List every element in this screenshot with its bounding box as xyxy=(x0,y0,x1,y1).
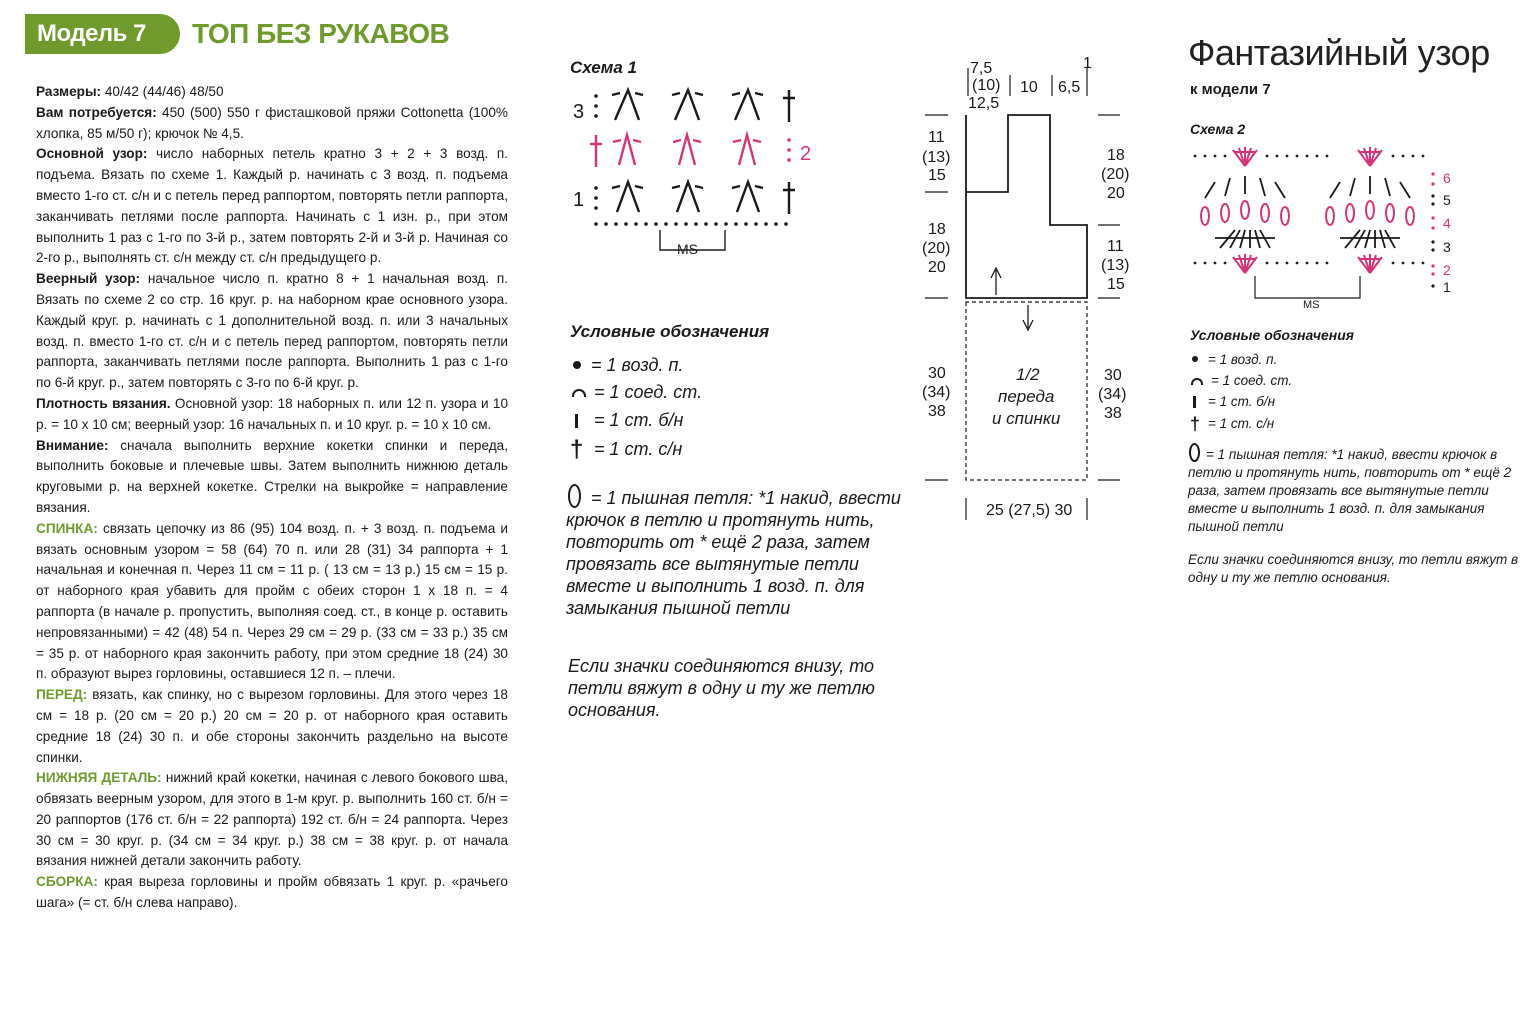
fancy-pattern-title: Фантазийный узор xyxy=(1188,32,1490,73)
dim-top-4: 10 xyxy=(1020,79,1038,96)
instruction-heading: Веерный узор: xyxy=(36,271,141,287)
puff-stitch-icon xyxy=(568,484,581,508)
dim-left-lower-3: 38 xyxy=(928,403,946,420)
double-crochet-icon: † xyxy=(570,436,584,464)
instruction-heading: Основной узор: xyxy=(36,146,148,162)
dim-left-upper-3: 15 xyxy=(928,167,946,184)
instruction-paragraph xyxy=(36,768,508,872)
legend1-title: Условные обозначения xyxy=(570,322,770,341)
scheme2-row-3: 3 xyxy=(1443,239,1451,255)
dim-left-lower-2: (34) xyxy=(922,384,951,401)
instruction-heading: СПИНКА: xyxy=(36,520,98,536)
instruction-paragraph xyxy=(36,685,508,768)
chain-stitch-icon xyxy=(1192,356,1198,362)
instruction-body: связать цепочку из 86 (95) 104 возд. п. + 3 возд. п. подъема и вязать основным узором = 58 (64) 70 п. или 28 (31) 34 раппорта + 1 начальная и конечная п. Через 11 см = 11 р. ( 13 см = 13 р.) 15 см = 15 р. от наборного края убавить для пройм с обеих сторон 1 х 18 п. = 4 раппорта (в начале р. пропустить, выполняя соед. ст., в конце р. оставить непровязанными) = 42 (48) 54 п. Через 29 см = 29 р. (33 см = 33 р.) 35 см = 35 р. от наборного края закончить работу, при этом средние 18 (24) 30 п. образуют вырез горловины, оставшиеся 12 п. – плечи. xyxy=(36,520,508,682)
scheme1-row-label-1: 1 xyxy=(573,189,585,211)
instruction-body: число наборных петель кратно 3 + 2 + 3 возд. п. подъема. Вязать по схеме 1. Каждый р. начинать с 3 возд. п. подъема вместо 1-го ст. с/н и с петель перед раппортом, повторять петли раппорта, заканчивать петлями после раппорта. Начинать с 1 изн. р., при этом выполнить 1 раз с 1-го по 3-й р., затем повторять 2-й и 3-й р. Начиная со 2-го р., выполнять ст. с/н между ст. с/н предыдущего р. xyxy=(36,146,508,266)
legend2-title: Условные обозначения xyxy=(1190,327,1355,343)
puff-stitch-icon xyxy=(1189,443,1200,462)
single-crochet-icon xyxy=(575,414,578,428)
dim-left-upper-2: (13) xyxy=(922,149,951,166)
dim-right-upper-1: 18 xyxy=(1107,147,1125,164)
scheme1-title: Схема 1 xyxy=(570,58,637,77)
scheme2-diagram xyxy=(1185,138,1475,313)
instruction-body: 450 (500) 550 г фисташковой пряжи Cottonetta (100% хлопка, 85 м/50 г); крючок № 4,5. xyxy=(36,104,508,141)
scheme2-clusters xyxy=(1205,176,1410,248)
scheme2-title: Схема 2 xyxy=(1190,121,1246,137)
legend1-note: Если значки соединяются внизу, то петли вяжут в одну и ту же петлю основания. xyxy=(568,656,875,720)
dim-top-3: 12,5 xyxy=(968,95,1000,112)
legend1-item-chain: = 1 возд. п. xyxy=(570,354,683,376)
scheme1-row-label-3: 3 xyxy=(573,101,585,123)
dim-right-upper-3: 20 xyxy=(1107,185,1125,202)
legend2-item-sc: = 1 ст. б/н xyxy=(1190,393,1275,411)
instruction-body: 40/42 (44/46) 48/50 xyxy=(101,84,224,99)
scheme1-diagram xyxy=(565,80,825,270)
model-badge: Модель 7 xyxy=(25,14,180,54)
instructions-text xyxy=(36,82,508,914)
page-title: ТОП БЕЗ РУКАВОВ xyxy=(192,18,450,49)
legend2-item-dc: † = 1 ст. с/н xyxy=(1190,414,1275,435)
dim-right-mid-2: (13) xyxy=(1101,257,1130,274)
scheme2-row-1: 1 xyxy=(1443,279,1451,295)
scheme2-repeat-label: MS xyxy=(1303,299,1320,311)
instruction-paragraph xyxy=(36,436,508,519)
legend1-item-dc: † = 1 ст. с/н xyxy=(570,436,683,464)
scheme1-row2 xyxy=(590,135,761,167)
scheme1-row1 xyxy=(612,182,795,214)
instruction-heading: СБОРКА: xyxy=(36,874,98,890)
slip-stitch-icon xyxy=(1191,378,1203,385)
garment-pattern xyxy=(920,50,1140,530)
scheme1-repeat-label: MS xyxy=(677,241,698,257)
instruction-heading: НИЖНЯЯ ДЕТАЛЬ: xyxy=(36,770,162,786)
legend1-item-slip: = 1 соед. ст. xyxy=(570,381,702,403)
instruction-paragraph xyxy=(36,269,508,394)
instruction-heading: ПЕРЕД: xyxy=(36,687,88,703)
single-crochet-icon xyxy=(1193,396,1196,408)
instruction-paragraph xyxy=(36,144,508,269)
dim-left-mid-1: 18 xyxy=(928,221,946,238)
scheme2-row-5: 5 xyxy=(1443,192,1451,208)
scheme2-right-column xyxy=(1431,172,1434,275)
dim-right-mid-3: 15 xyxy=(1107,276,1125,293)
dim-top-6: 6,5 xyxy=(1058,79,1081,96)
legend2-note: Если значки соединяются внизу, то петли вяжут в одну и ту же петлю основания. xyxy=(1188,552,1519,585)
chain-stitch-icon xyxy=(573,361,581,369)
legend1-item-puff: = 1 пышная петля: *1 накид, ввести крючок в петлю и протянуть нить, повторить от * ещё 2 раза, затем провязать все вытянутые петли вместе и выполнить 1 возд. п. для замыкания пышной петли xyxy=(566,484,901,619)
double-crochet-icon: † xyxy=(1190,414,1201,435)
center-label-3: и спинки xyxy=(992,409,1061,428)
dim-right-upper-2: (20) xyxy=(1101,166,1130,183)
instruction-body: края выреза горловины и пройм обвязать 1 круг. р. «рачьего шага» (= ст. б/н слева направо). xyxy=(36,874,508,911)
instruction-paragraph xyxy=(36,872,508,914)
instruction-body: начальное число п. кратно 8 + 1 начальная возд. п. Вязать по схеме 2 со стр. 16 круг. р. на наборном крае основного узора. Каждый круг. р. начинать с 1 дополнительной возд. п. или 3 начальных возд. п. вместо 1-го ст. с/н и с петель перед раппортом, повторять петли раппорта, заканчивать петлями после раппорта. Выполнить 1 раз с 1-го по 6-й круг. р., затем повторять с 3-го по 6-й круг. р. xyxy=(36,271,508,391)
legend2-item-puff: = 1 пышная петля: *1 накид, ввести крючок в петлю и протянуть нить, повторить от * ещё 2 раза, затем провязать все вытянутые петли вместе и выполнить 1 возд. п. для замыкания пышной петли xyxy=(1188,443,1526,536)
center-label-1: 1/2 xyxy=(1016,365,1040,384)
dim-right-lower-3: 38 xyxy=(1104,405,1122,422)
scheme2-row-2: 2 xyxy=(1443,262,1451,278)
yoke-outline xyxy=(966,115,1087,298)
scheme1-row-label-2: 2 xyxy=(800,143,812,165)
legend1-item-sc: = 1 ст. б/н xyxy=(570,409,683,431)
dim-left-upper-1: 11 xyxy=(928,129,945,146)
instruction-paragraph xyxy=(36,103,508,145)
instruction-body: сначала выполнить верхние кокетки спинки и переда, выполнить боковые и плечевые швы. Затем выполнить нижнюю деталь круговыми р. на верхней кокетке. Стрелки на выкройке = направление вязания. xyxy=(36,437,508,515)
instruction-heading: Внимание: xyxy=(36,437,109,453)
dim-left-mid-3: 20 xyxy=(928,259,946,276)
legend2-item-chain: = 1 возд. п. xyxy=(1190,351,1277,369)
dim-top-5: 1 xyxy=(1083,55,1092,72)
scheme2-puffs xyxy=(1201,201,1414,225)
dim-top-1: 7,5 xyxy=(970,60,993,77)
instruction-paragraph xyxy=(36,519,508,685)
instruction-paragraph xyxy=(36,82,508,103)
dim-top-2: (10) xyxy=(972,77,1001,94)
instruction-body: нижний край кокетки, начиная с левого бокового шва, обвязать веерным узором, для этого в 1-м круг. р. выполнить 160 ст. б/н = 20 раппортов (176 ст. б/н = 22 раппорта) 192 ст. б/н = 24 раппорта. Через 30 см = 30 круг. р. (34 см = 34 круг. р.) 38 см = 38 круг. р. от начала вязания нижней детали закончить работу. xyxy=(36,770,508,869)
scheme1-row3 xyxy=(612,90,795,122)
knit-direction-down-arrow xyxy=(1023,305,1033,330)
center-label-2: переда xyxy=(998,387,1055,406)
scheme2-row-6: 6 xyxy=(1443,170,1451,186)
dim-right-lower-2: (34) xyxy=(1098,386,1127,403)
scheme2-row-4: 4 xyxy=(1443,215,1451,231)
instruction-heading: Плотность вязания. xyxy=(36,395,171,411)
dim-left-lower-1: 30 xyxy=(928,365,946,382)
dim-right-lower-1: 30 xyxy=(1104,367,1122,384)
instruction-heading: Размеры: xyxy=(36,84,102,99)
instruction-body: вязать, как спинку, но с вырезом горловины. Для этого через 18 см = 18 р. (20 см = 20 р.) 20 см = 20 р. от наборного края оставить средние 18 (24) 30 п. и обе стороны закончить раздельно на высоте спинки. xyxy=(36,687,508,765)
instruction-paragraph xyxy=(36,394,508,436)
dim-bottom: 25 (27,5) 30 xyxy=(986,502,1073,519)
instruction-heading: Вам потребуется: xyxy=(36,104,157,120)
fancy-pattern-subtitle: к модели 7 xyxy=(1190,81,1271,98)
dim-right-mid-1: 11 xyxy=(1107,238,1124,255)
scheme2-repeat-bracket xyxy=(1255,276,1360,298)
slip-stitch-icon xyxy=(572,389,586,397)
dim-left-mid-2: (20) xyxy=(922,240,951,257)
legend2-item-slip: = 1 соед. ст. xyxy=(1190,372,1292,390)
instruction-body: Основной узор: 18 наборных п. или 12 п. узора и 10 р. = 10 х 10 см; веерный узор: 16 начальных п. и 10 круг. р. = 10 х 10 см. xyxy=(36,395,509,432)
knit-direction-up-arrow xyxy=(991,268,1001,295)
